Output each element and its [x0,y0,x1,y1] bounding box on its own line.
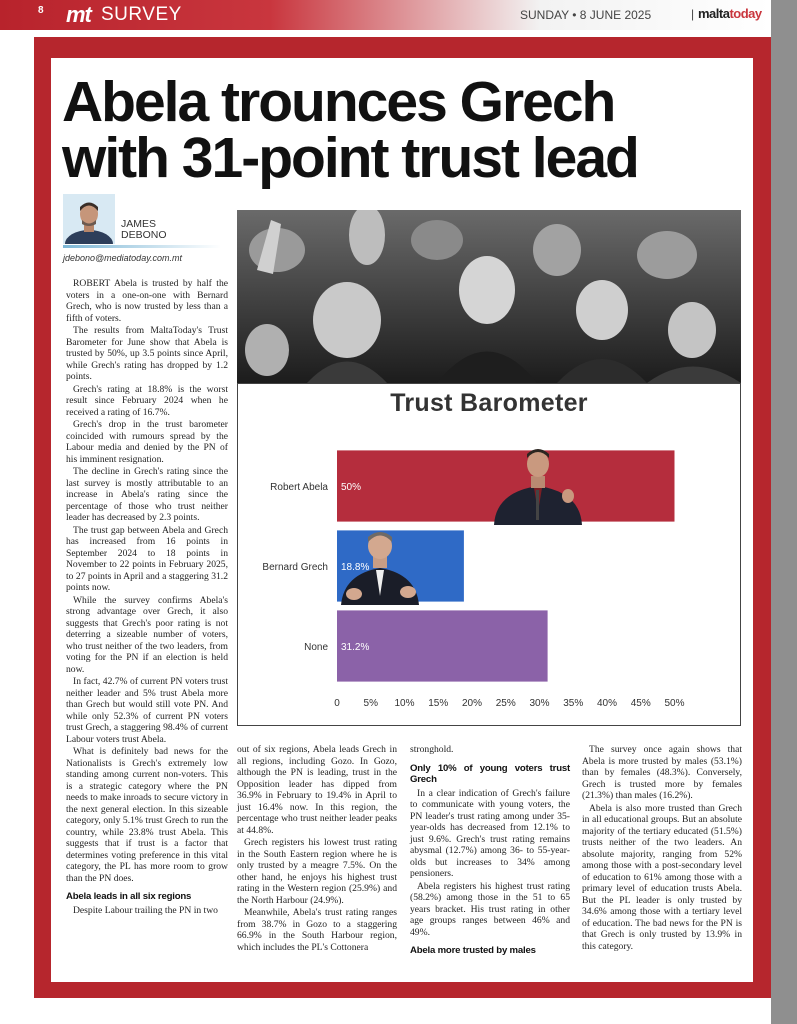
x-tick-label: 50% [664,698,685,709]
article-column-3 [410,744,570,959]
x-tick-label: 0 [334,698,340,709]
data-label: 18.8% [341,562,370,573]
paragraph: What is definitely bad news for the Nationalists is Grech's extremely low standing among current non-voters. This is a strategic category where the PN needs to make inroads to secure victory in the next general election. In this sizeable category, only 5.1% trust Grech to run the country, while 23.8% trust Abela. This suggests that if trust is a factor that determines voting preference in this vital category, the PL has more room to grow than the PN does. [66,746,228,884]
paragraph: The survey once again shows that Abela is more trusted by males (53.1%) than by females (48.3%). Conversely, Grech is trusted more by females (21.3%) than males (16.2%). [582,744,742,801]
paragraph: In fact, 42.7% of current PN voters trust neither leader and 5% trust Abela more than Grech but would still vote PN. And while only 52.3% of current PN voters trust Grech, a staggering 98.4% of current Labour voters trust Abela. [66,676,228,745]
data-label: 50% [341,482,362,493]
paragraph: Grech's drop in the trust barometer coincided with rumours spread by the Labour media and denied by the PN of his imminent resignation. [66,419,228,465]
article-column-2 [237,744,397,954]
article-column-1 [66,278,228,918]
x-tick-label: 40% [596,698,618,709]
headline-line-2: with 31-point trust lead [62,126,638,190]
trust-barometer-chart [237,383,741,726]
headline [62,70,752,190]
author-avatar [63,194,115,244]
author-email-link[interactable]: jdebono@mediatoday.com.mt [63,253,183,263]
paragraph: ROBERT Abela is trusted by half the voters in a one-on-one with Bernard Grech, who is now trusted by less than a fifth of voters. [66,278,228,324]
brand-logo: mt [66,2,91,27]
subheading: Abela leads in all six regions [66,891,192,902]
author-byline: JAMES DEBONO [121,218,167,241]
category-label: None [304,642,328,653]
headline-line-1: Abela trounces Grech [62,70,615,134]
x-tick-label: 20% [461,698,483,709]
maltatoday-logo: maltatoday [698,6,762,21]
byline-divider [63,245,221,248]
category-label: Robert Abela [270,482,328,493]
paragraph: The trust gap between Abela and Grech has increased from 16 points in September 2024 to 18 points in November to 22 points in February 2025, to 27 points in April and a staggering 31.2 points now. [66,524,228,593]
paragraph: Grech's rating at 18.8% is the worst result since February 2024 when he received a rating of 16.7%. [66,383,228,418]
x-tick-label: 30% [529,698,550,709]
chart-canvas [238,384,740,725]
paragraph: Abela registers his highest trust rating (58.2%) among those in the 51 to 65 years bracket. His trust rating in other age groups ranges between 46% and 49%. [410,880,570,938]
x-tick-label: 25% [495,698,516,709]
section-title: SURVEY [101,4,182,25]
paragraph: out of six regions, Abela leads Grech in all regions, including Gozo. In Gozo, although the PN is leading, trust in the Opposition leader has dipped from 36.9% in February to 19.4% in April to just 16.4% now. In this region, the percentage who trust neither leader peaks at 44.8%. [237,744,397,836]
subheading: Abela more trusted by males [410,945,536,956]
x-tick-label: 15% [428,698,449,709]
crowd-photo [237,210,741,383]
x-tick-label: 45% [630,698,651,709]
category-label: Bernard Grech [262,562,328,573]
article-column-4 [582,744,742,953]
paragraph: stronghold. [410,744,454,755]
x-tick-label: 5% [363,698,378,709]
paragraph: The results from MaltaToday's Trust Barometer for June show that Abela is trusted by 50%, up 3.5 points since April, while Grech's rating has dropped by 1.2 points. [66,325,228,382]
paragraph: In a clear indication of Grech's failure to communicate with young voters, the PN leader's trust rating among under 35-year-olds has decreased from 12.1% to just 9.6%. Grech's trust rating remains abysmal (12.7%) among 36- to 55-year-olds but increases to 34% among pensioners. [410,787,570,879]
paragraph: Meanwhile, Abela's trust rating ranges from 38.7% in Gozo to a staggering 66.9% in the South Harbour region, which includes the PL's Cottonera [237,907,397,953]
x-tick-label: 35% [563,698,584,709]
paragraph: Abela is also more trusted than Grech in all educational groups. But an absolute majority of the tertiary educated (51.5%) trusts neither of the two leaders. An absolute majority, ranging from 52% among those with a post-secondary level of education to 61% among those with a primary level of education trusts Abela. But the PL leader is only trusted by 34.6% among those with a tertiary level of education. The bad news for the PN is that Grech is only trusted by 13.9% in this category. [582,802,742,952]
paragraph: Despite Labour trailing the PN in two [73,905,218,916]
data-label: 31.2% [341,642,370,653]
paragraph: Grech registers his lowest trust rating in the South Eastern region where he is only trusted by a meagre 7.5%. On the other hand, he enjoys his highest trust rating in the Western region (25.9%) and the North Harbour (24.9%). [237,837,397,906]
paragraph: While the survey confirms Abela's strong advantage over Grech, it also suggests that Grech's poor rating is not deterring a sizeable number of voters, who trust neither of the two leaders, from voting for the PN if an election is held now. [66,594,228,675]
paragraph: The decline in Grech's rating since the last survey is mostly attributable to an increase in Abela's rating since the percentage of those who trust neither leader has decreased by 2.3 points. [66,466,228,523]
subheading: Only 10% of young voters trust Grech [410,762,570,785]
page-number: 8 [38,5,44,16]
issue-date: SUNDAY • 8 JUNE 2025 [520,8,652,22]
header-divider: | [691,7,695,21]
chart-title: Trust Barometer [390,389,588,417]
page-header [0,0,771,30]
x-tick-label: 10% [394,698,415,709]
